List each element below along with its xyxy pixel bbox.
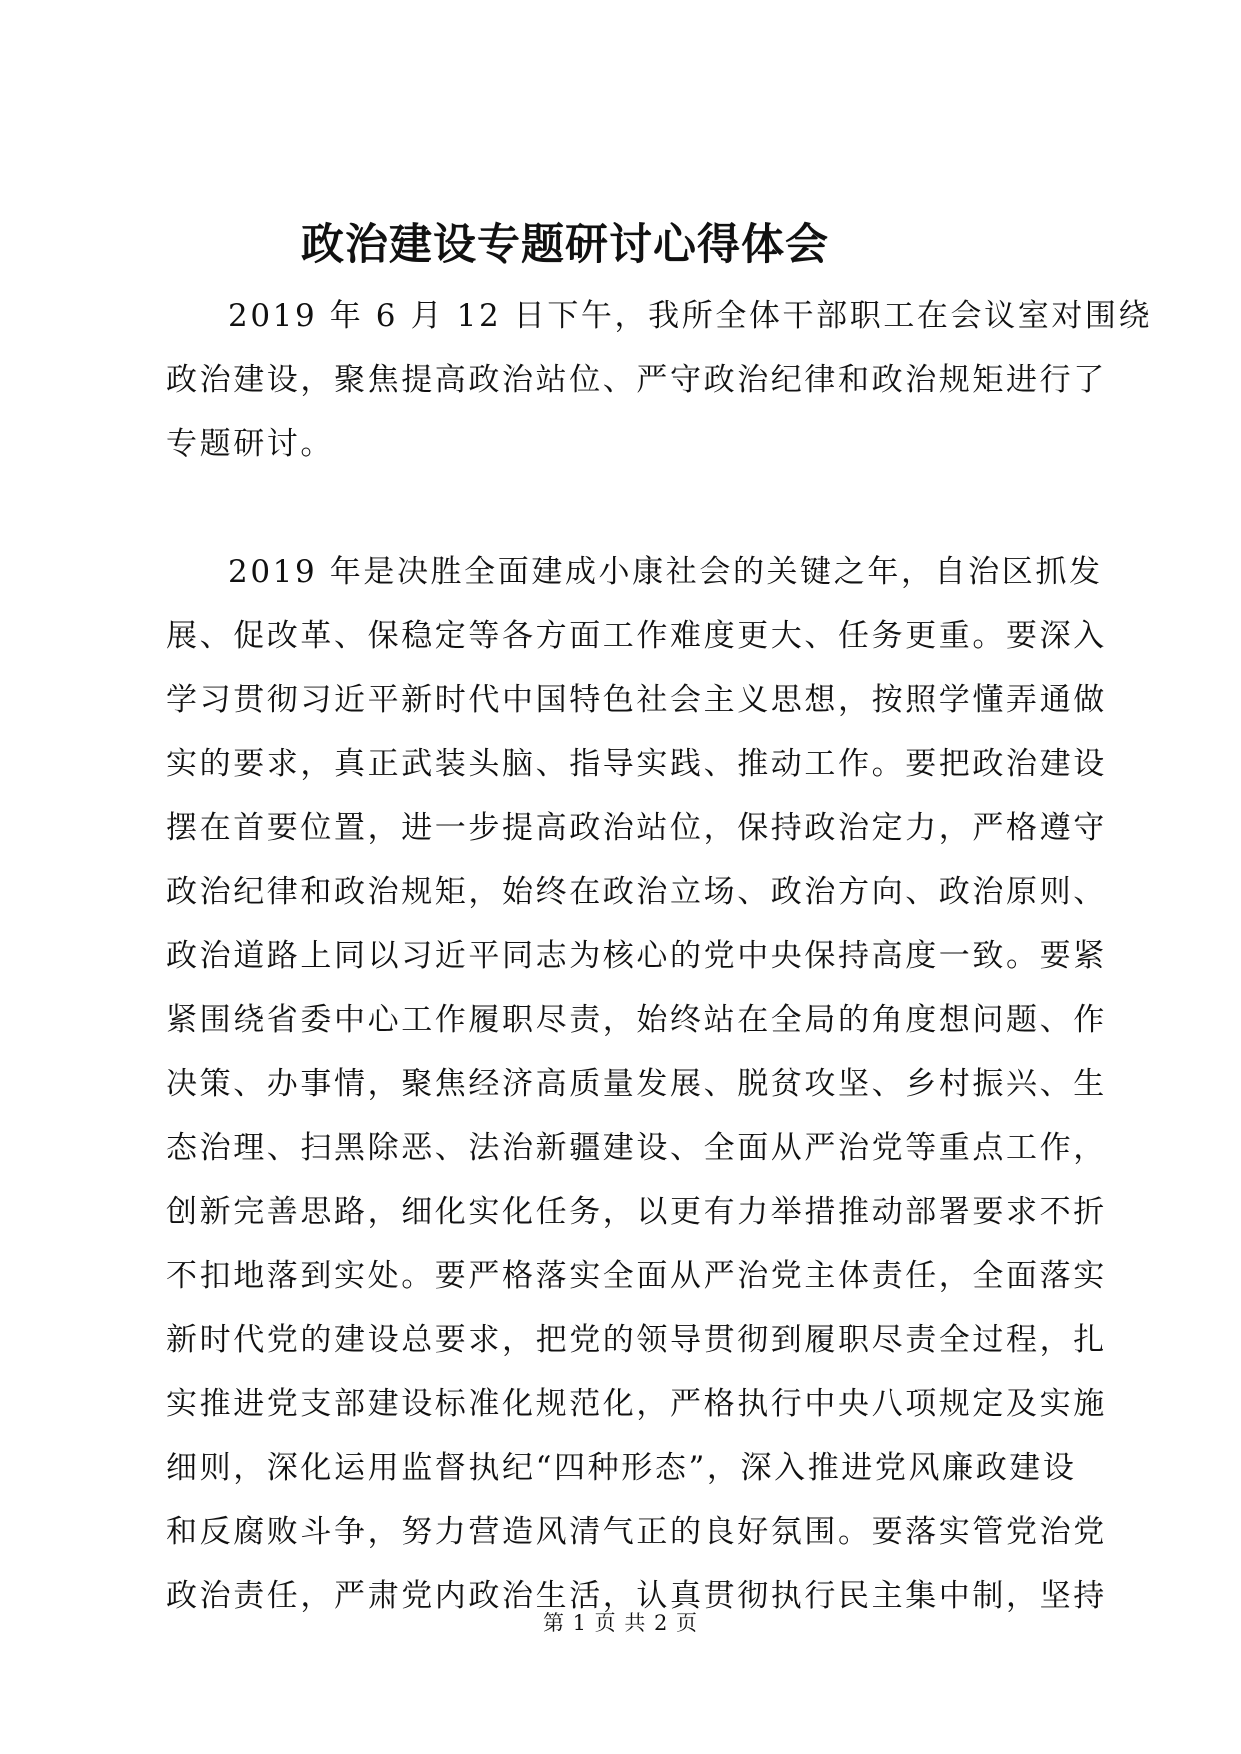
paragraph-line: 2019 年 6 月 12 日下午，我所全体干部职工在会议室对围绕 (228, 298, 1153, 334)
paragraph-line: 细则，深化运用监督执纪“四种形态”，深入推进党风廉政建设 (166, 1450, 1077, 1486)
paragraph-line: 实推进党支部建设标准化规范化，严格执行中央八项规定及实施 (166, 1386, 1107, 1422)
document-body (166, 292, 1153, 1636)
document-title: 政治建设专题研讨心得体会 (301, 220, 829, 270)
paragraph-2 (166, 548, 1107, 1636)
page-footer: 第 1 页 共 2 页 (542, 1611, 699, 1635)
paragraph-line: 2019 年是决胜全面建成小康社会的关键之年，自治区抓发 (228, 554, 1103, 590)
paragraph-line: 不扣地落到实处。要严格落实全面从严治党主体责任，全面落实 (166, 1258, 1107, 1294)
paragraph-line: 展、促改革、保稳定等各方面工作难度更大、任务更重。要深入 (166, 618, 1107, 654)
paragraph-line: 政治建设，聚焦提高政治站位、严守政治纪律和政治规矩进行了 (166, 362, 1107, 398)
paragraph-line: 政治道路上同以习近平同志为核心的党中央保持高度一致。要紧 (166, 938, 1107, 974)
paragraph-line: 摆在首要位置，进一步提高政治站位，保持政治定力，严格遵守 (166, 810, 1107, 846)
paragraph-line: 新时代党的建设总要求，把党的领导贯彻到履职尽责全过程，扎 (166, 1322, 1107, 1358)
paragraph-line: 决策、办事情，聚焦经济高质量发展、脱贫攻坚、乡村振兴、生 (166, 1066, 1107, 1102)
paragraph-line: 态治理、扫黑除恶、法治新疆建设、全面从严治党等重点工作， (166, 1130, 1107, 1166)
paragraph-line: 实的要求，真正武装头脑、指导实践、推动工作。要把政治建设 (166, 746, 1107, 782)
paragraph-line: 学习贯彻习近平新时代中国特色社会主义思想，按照学懂弄通做 (166, 682, 1107, 718)
paragraph-1 (166, 292, 1153, 484)
paragraph-line: 和反腐败斗争，努力营造风清气正的良好氛围。要落实管党治党 (166, 1514, 1107, 1550)
paragraph-line: 政治责任，严肃党内政治生活，认真贯彻执行民主集中制，坚持 (166, 1578, 1107, 1614)
paragraph-line: 创新完善思路，细化实化任务，以更有力举措推动部署要求不折 (166, 1194, 1107, 1230)
paragraph-line: 专题研讨。 (166, 426, 334, 462)
paragraph-line: 紧围绕省委中心工作履职尽责，始终站在全局的角度想问题、作 (166, 1002, 1107, 1038)
paragraph-line: 政治纪律和政治规矩，始终在政治立场、政治方向、政治原则、 (166, 874, 1107, 910)
